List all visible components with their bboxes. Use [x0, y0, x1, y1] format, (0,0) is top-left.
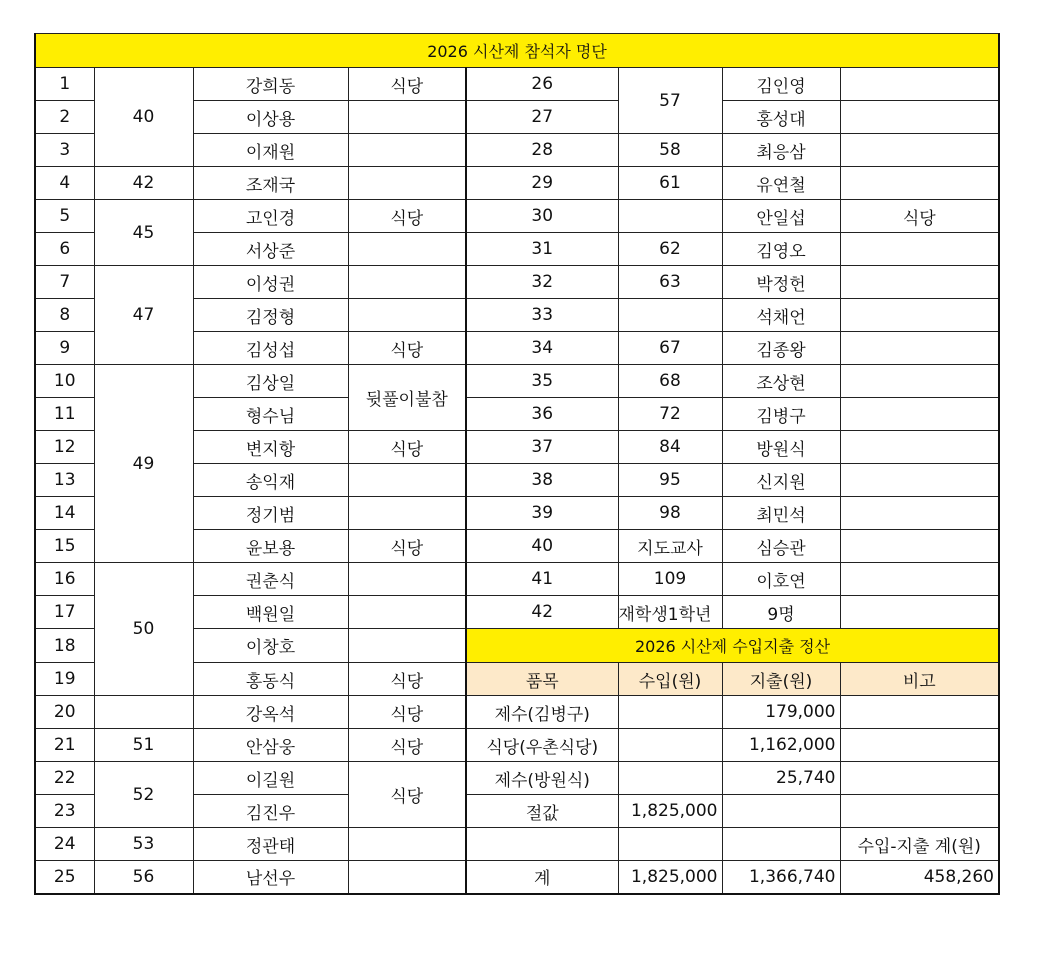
row-number: 18 [35, 629, 94, 663]
row-number: 6 [35, 233, 94, 266]
generation-cell: 재학생1학년 [618, 596, 722, 629]
row-number: 30 [466, 200, 618, 233]
attendee-note [348, 299, 466, 332]
row-number: 29 [466, 167, 618, 200]
attendee-note: 식당 [348, 762, 466, 828]
finance-note [840, 729, 999, 762]
attendee-name: 이상용 [193, 101, 348, 134]
attendee-name: 변지항 [193, 431, 348, 464]
generation-cell: 49 [94, 365, 193, 563]
finance-income [618, 729, 722, 762]
row-number: 26 [466, 68, 618, 101]
attendee-name: 유연철 [722, 167, 840, 200]
attendee-note [348, 266, 466, 299]
attendee-name: 이재원 [193, 134, 348, 167]
attendee-note [348, 563, 466, 596]
finance-balance-label: 수입-지출 계(원) [840, 828, 999, 861]
attendee-note: 뒷풀이불참 [348, 365, 466, 431]
attendee-note [840, 233, 999, 266]
finance-expense [722, 828, 840, 861]
finance-item: 제수(김병구) [466, 696, 618, 729]
finance-header-item: 품목 [466, 663, 618, 696]
attendee-note [348, 497, 466, 530]
row-number: 35 [466, 365, 618, 398]
generation-cell [618, 299, 722, 332]
sheet-title: 2026 시산제 참석자 명단 [35, 34, 999, 68]
attendee-name: 송익재 [193, 464, 348, 497]
generation-cell: 지도교사 [618, 530, 722, 563]
attendee-note: 식당 [348, 332, 466, 365]
generation-cell: 84 [618, 431, 722, 464]
row-number: 9 [35, 332, 94, 365]
row-number: 13 [35, 464, 94, 497]
attendee-note: 식당 [348, 431, 466, 464]
finance-total-income: 1,825,000 [618, 861, 722, 894]
attendee-name: 백원일 [193, 596, 348, 629]
attendee-name: 김인영 [722, 68, 840, 101]
row-number: 8 [35, 299, 94, 332]
finance-note [840, 795, 999, 828]
attendee-note: 식당 [348, 729, 466, 762]
attendee-note [348, 861, 466, 894]
attendee-note [840, 563, 999, 596]
attendee-note [840, 68, 999, 101]
finance-expense [722, 795, 840, 828]
finance-item: 제수(방원식) [466, 762, 618, 795]
attendee-name: 김정형 [193, 299, 348, 332]
generation-cell: 47 [94, 266, 193, 365]
row-number: 14 [35, 497, 94, 530]
generation-cell: 40 [94, 68, 193, 167]
attendee-note [840, 431, 999, 464]
finance-balance-value: 458,260 [840, 861, 999, 894]
attendee-note [840, 134, 999, 167]
row-number: 40 [466, 530, 618, 563]
row-number: 19 [35, 663, 94, 696]
generation-cell: 45 [94, 200, 193, 266]
attendee-note [840, 266, 999, 299]
row-number: 5 [35, 200, 94, 233]
finance-expense: 179,000 [722, 696, 840, 729]
finance-note [840, 762, 999, 795]
row-number: 4 [35, 167, 94, 200]
attendee-name: 신지원 [722, 464, 840, 497]
row-number: 31 [466, 233, 618, 266]
finance-note [840, 696, 999, 729]
attendee-note: 식당 [348, 200, 466, 233]
generation-cell: 72 [618, 398, 722, 431]
attendee-note [348, 167, 466, 200]
row-number: 10 [35, 365, 94, 398]
attendee-note [348, 828, 466, 861]
attendee-note: 식당 [348, 696, 466, 729]
attendee-name: 윤보용 [193, 530, 348, 563]
generation-cell: 57 [618, 68, 722, 134]
attendee-note [348, 134, 466, 167]
attendee-note: 식당 [840, 200, 999, 233]
attendee-name: 형수님 [193, 398, 348, 431]
row-number: 17 [35, 596, 94, 629]
finance-income [618, 696, 722, 729]
attendee-note [840, 596, 999, 629]
generation-cell: 63 [618, 266, 722, 299]
attendee-name: 정관태 [193, 828, 348, 861]
attendee-name: 홍동식 [193, 663, 348, 696]
row-number: 11 [35, 398, 94, 431]
row-number: 2 [35, 101, 94, 134]
attendee-name: 김성섭 [193, 332, 348, 365]
row-number: 24 [35, 828, 94, 861]
attendee-name: 최민석 [722, 497, 840, 530]
attendee-name: 김상일 [193, 365, 348, 398]
row-number: 1 [35, 68, 94, 101]
attendee-name: 남선우 [193, 861, 348, 894]
attendee-name: 강옥석 [193, 696, 348, 729]
attendee-name: 홍성대 [722, 101, 840, 134]
row-number: 3 [35, 134, 94, 167]
generation-cell: 53 [94, 828, 193, 861]
attendee-note [840, 398, 999, 431]
finance-income: 1,825,000 [618, 795, 722, 828]
generation-cell: 52 [94, 762, 193, 828]
generation-cell: 62 [618, 233, 722, 266]
generation-cell: 61 [618, 167, 722, 200]
row-number: 38 [466, 464, 618, 497]
generation-cell: 56 [94, 861, 193, 894]
attendee-name: 이길원 [193, 762, 348, 795]
finance-item: 식당(우촌식당) [466, 729, 618, 762]
attendee-note [840, 299, 999, 332]
row-number: 21 [35, 729, 94, 762]
finance-income [618, 828, 722, 861]
generation-cell: 58 [618, 134, 722, 167]
row-number: 16 [35, 563, 94, 596]
attendee-name: 정기범 [193, 497, 348, 530]
attendee-name: 방원식 [722, 431, 840, 464]
generation-cell: 98 [618, 497, 722, 530]
finance-total-label: 계 [466, 861, 618, 894]
finance-item: 절값 [466, 795, 618, 828]
attendee-name: 석채언 [722, 299, 840, 332]
row-number: 41 [466, 563, 618, 596]
attendee-name: 9명 [722, 596, 840, 629]
finance-expense: 1,162,000 [722, 729, 840, 762]
attendee-name: 김진우 [193, 795, 348, 828]
attendee-name: 고인경 [193, 200, 348, 233]
generation-cell: 42 [94, 167, 193, 200]
attendee-note [348, 596, 466, 629]
row-number: 33 [466, 299, 618, 332]
generation-cell: 50 [94, 563, 193, 696]
attendee-name: 서상준 [193, 233, 348, 266]
attendee-note [840, 530, 999, 563]
row-number: 15 [35, 530, 94, 563]
attendee-sheet [34, 33, 1000, 895]
row-number: 37 [466, 431, 618, 464]
finance-total-expense: 1,366,740 [722, 861, 840, 894]
finance-title: 2026 시산제 수입지출 정산 [466, 629, 999, 663]
finance-income [618, 762, 722, 795]
generation-cell: 109 [618, 563, 722, 596]
attendee-name: 김병구 [722, 398, 840, 431]
finance-item [466, 828, 618, 861]
finance-header-income: 수입(원) [618, 663, 722, 696]
row-number: 34 [466, 332, 618, 365]
attendee-name: 강희동 [193, 68, 348, 101]
attendee-name: 안삼웅 [193, 729, 348, 762]
finance-expense: 25,740 [722, 762, 840, 795]
row-number: 22 [35, 762, 94, 795]
attendee-name: 이성권 [193, 266, 348, 299]
row-number: 36 [466, 398, 618, 431]
attendee-note [840, 332, 999, 365]
attendee-name: 심승관 [722, 530, 840, 563]
attendee-name: 안일섭 [722, 200, 840, 233]
attendee-note [348, 233, 466, 266]
attendee-name: 김영오 [722, 233, 840, 266]
row-number: 39 [466, 497, 618, 530]
row-number: 28 [466, 134, 618, 167]
row-number: 32 [466, 266, 618, 299]
attendee-note: 식당 [348, 530, 466, 563]
attendee-name: 김종왕 [722, 332, 840, 365]
row-number: 20 [35, 696, 94, 729]
attendee-note [840, 365, 999, 398]
finance-header-note: 비고 [840, 663, 999, 696]
attendee-note [840, 497, 999, 530]
attendee-name: 조재국 [193, 167, 348, 200]
generation-cell [94, 696, 193, 729]
row-number: 7 [35, 266, 94, 299]
finance-header-expense: 지출(원) [722, 663, 840, 696]
attendee-name: 이창호 [193, 629, 348, 663]
attendee-name: 조상현 [722, 365, 840, 398]
row-number: 25 [35, 861, 94, 894]
generation-cell [618, 200, 722, 233]
attendee-note [348, 101, 466, 134]
generation-cell: 68 [618, 365, 722, 398]
attendee-name: 이호연 [722, 563, 840, 596]
row-number: 27 [466, 101, 618, 134]
attendee-note: 식당 [348, 663, 466, 696]
attendee-note [840, 464, 999, 497]
attendee-note [840, 101, 999, 134]
attendee-note [840, 167, 999, 200]
attendee-note [348, 464, 466, 497]
attendee-name: 박정헌 [722, 266, 840, 299]
generation-cell: 67 [618, 332, 722, 365]
attendee-note: 식당 [348, 68, 466, 101]
generation-cell: 95 [618, 464, 722, 497]
row-number: 42 [466, 596, 618, 629]
row-number: 23 [35, 795, 94, 828]
row-number: 12 [35, 431, 94, 464]
attendee-name: 최응삼 [722, 134, 840, 167]
attendee-note [348, 629, 466, 663]
generation-cell: 51 [94, 729, 193, 762]
attendee-name: 권춘식 [193, 563, 348, 596]
